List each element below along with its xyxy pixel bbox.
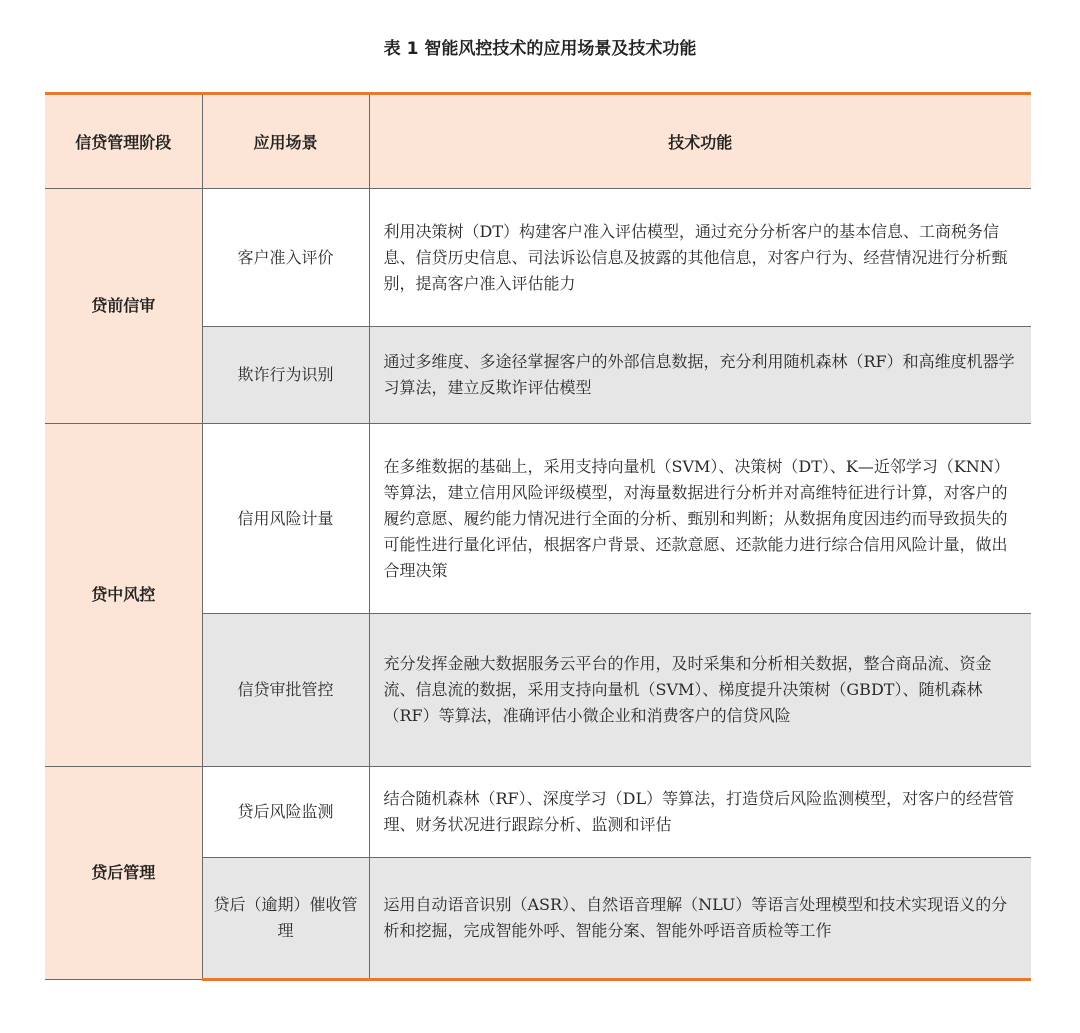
- function-cell: 结合随机森林（RF）、深度学习（DL）等算法，打造贷后风险监测模型，对客户的经营管理、财务状况进行跟踪分析、监测和评估: [369, 767, 1031, 858]
- scene-cell: 贷后风险监测: [202, 767, 369, 858]
- stage-cell: 贷中风控: [45, 424, 202, 767]
- table-row: [45, 189, 1031, 327]
- scene-cell: 客户准入评价: [202, 189, 369, 327]
- tech-table: [45, 92, 1031, 981]
- function-cell: 利用决策树（DT）构建客户准入评估模型，通过充分分析客户的基本信息、工商税务信息、信贷历史信息、司法诉讼信息及披露的其他信息，对客户行为、经营情况进行分析甄别，提高客户准入评估能力: [369, 189, 1031, 327]
- stage-cell: 贷前信审: [45, 189, 202, 424]
- scene-cell: 信贷审批管控: [202, 614, 369, 767]
- header-scene: 应用场景: [202, 94, 369, 189]
- table-header-row: [45, 94, 1031, 189]
- scene-cell: 信用风险计量: [202, 424, 369, 614]
- header-function: 技术功能: [369, 94, 1031, 189]
- scene-cell: 贷后（逾期）催收管理: [202, 858, 369, 980]
- scene-cell: 欺诈行为识别: [202, 327, 369, 424]
- function-cell: 充分发挥金融大数据服务云平台的作用，及时采集和分析相关数据，整合商品流、资金流、信息流的数据，采用支持向量机（SVM）、梯度提升决策树（GBDT）、随机森林（RF）等算法，准确评估小微企业和消费客户的信贷风险: [369, 614, 1031, 767]
- table-row: [45, 424, 1031, 614]
- table-row: [45, 767, 1031, 858]
- function-cell: 通过多维度、多途径掌握客户的外部信息数据，充分利用随机森林（RF）和高维度机器学习算法，建立反欺诈评估模型: [369, 327, 1031, 424]
- stage-cell: 贷后管理: [45, 767, 202, 980]
- function-cell: 运用自动语音识别（ASR）、自然语音理解（NLU）等语言处理模型和技术实现语义的分析和挖掘，完成智能外呼、智能分案、智能外呼语音质检等工作: [369, 858, 1031, 980]
- table-title: 表 1 智能风控技术的应用场景及技术功能: [383, 39, 697, 59]
- header-stage: 信贷管理阶段: [45, 94, 202, 189]
- function-cell: 在多维数据的基础上，采用支持向量机（SVM）、决策树（DT）、K—近邻学习（KNN）等算法，建立信用风险评级模型，对海量数据进行分析并对高维特征进行计算，对客户的履约意愿、履约能力情况进行全面的分析、甄别和判断；从数据角度因违约而导致损失的可能性进行量化评估，根据客户背景、还款意愿、还款能力进行综合信用风险计量，做出合理决策: [369, 424, 1031, 614]
